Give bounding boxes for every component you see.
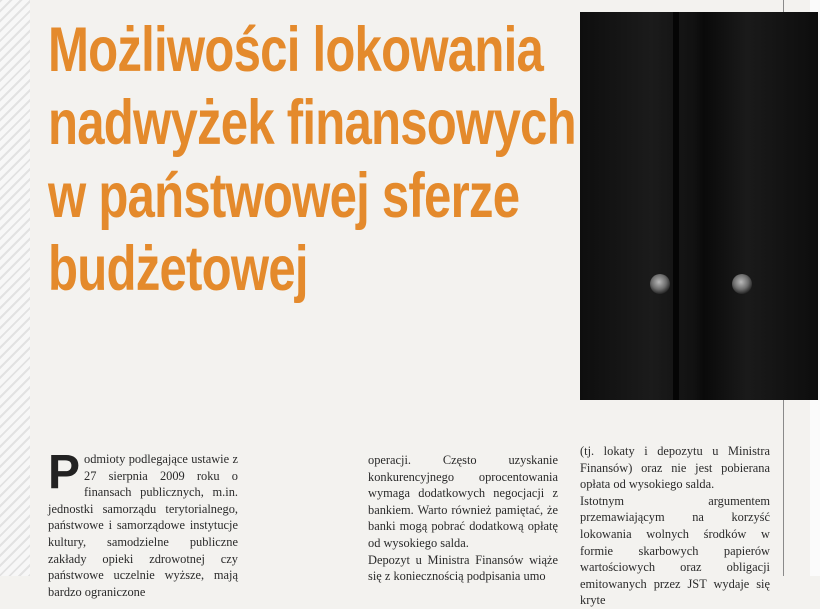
dark-cabinet-photo	[580, 12, 818, 400]
title-line-4: budżetowej	[48, 234, 308, 304]
col3-paragraph-2: Istotnym argumentem przemawiającym na korzyść lokowania wolnych środków w formie skarbowych papierów wartościowych oraz obligacji emitowanych przez JST wydaje się kryte	[580, 493, 770, 608]
text-column-2	[368, 452, 558, 585]
article-title	[48, 14, 576, 306]
cabinet-door-gap	[673, 12, 679, 400]
col3-paragraph-1: (tj. lokaty i depozytu u Ministra Finansów) oraz nie jest pobierana opłata od wysokiego salda.	[580, 444, 770, 492]
cabinet-knob-right	[732, 274, 752, 294]
text-column-3	[580, 443, 770, 609]
title-line-3: w państwowej sferze	[48, 161, 520, 231]
decorative-stripe	[0, 0, 30, 576]
col1-paragraph	[48, 446, 238, 600]
cabinet-knob-left	[650, 274, 670, 294]
title-line-2: nadwyżek finansowych	[48, 88, 576, 158]
col2-paragraph-1: operacji. Często uzyskanie konkurencyjnego oprocentowania wymaga dodatkowych negocjacji z bankiem. Warto również pamiętać, że banki mogą pobrać dodatkową opłatę od wysokiego salda.	[368, 453, 558, 550]
col2-paragraph-2: Depozyt u Ministra Finansów wiąże się z koniecznością podpisania umo	[368, 552, 558, 584]
text-column-1	[48, 446, 238, 600]
col1-text: odmioty podlegające ustawie z 27 sierpnia 2009 roku o finansach publicznych, m.in. jednostki samorządu terytorialnego, państwowe i samorządowe instytucje kultury, samodzielne publiczne zakłady opieki zdrowotnej czy państwowe uczelnie wyższe, mają bardzo ograniczone	[48, 452, 238, 599]
title-line-1: Możliwości lokowania	[48, 15, 543, 85]
drop-cap: P	[48, 446, 81, 499]
